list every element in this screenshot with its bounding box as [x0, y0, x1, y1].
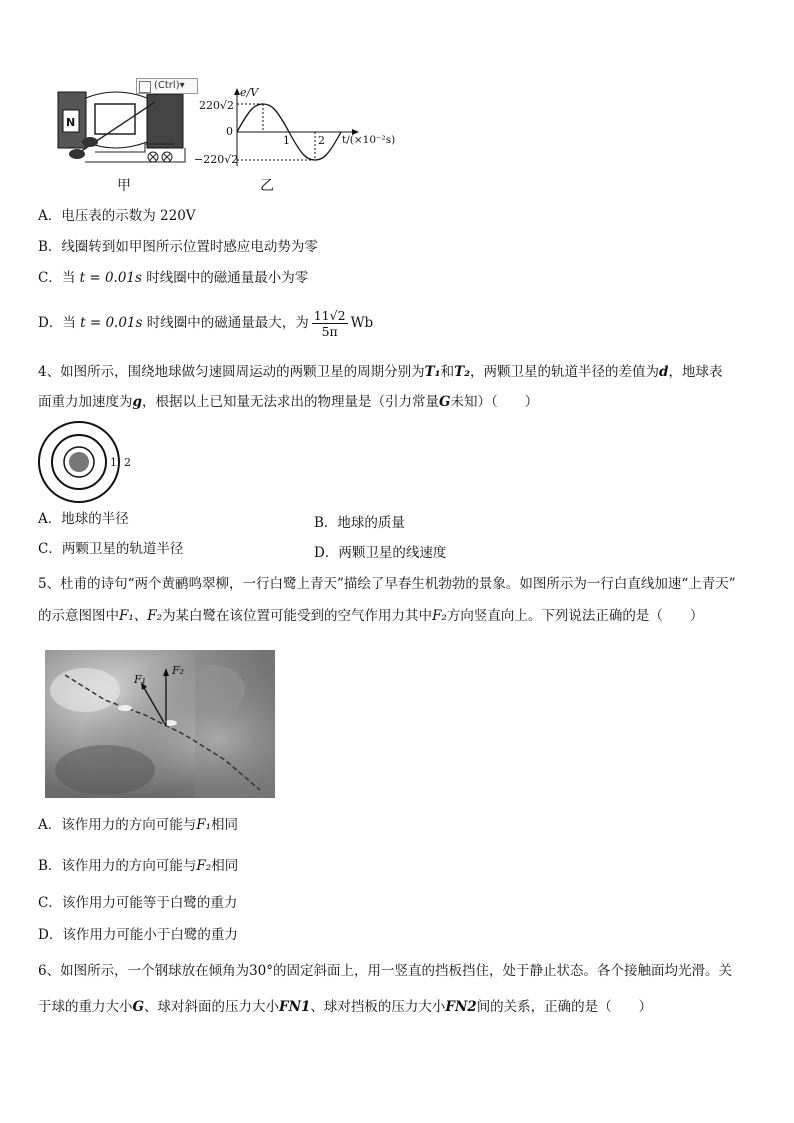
flux-fraction: $\frac{11√2}{5\pi}$	[313, 308, 346, 339]
egret-photo	[45, 650, 275, 798]
zero-label: 0	[226, 125, 233, 138]
q4-option-a: A．地球的半径	[38, 511, 129, 527]
q4-option-c: C．两颗卫星的轨道半径	[38, 541, 184, 557]
y-max-label: 220√2	[199, 99, 235, 112]
q3-option-d: D．当 t = 0.01s 时线圈中的磁通量最大，为 $\frac{11√2}{5\pi}$ Wb	[38, 308, 374, 339]
q3-option-a: A．电压表的示数为 220V	[38, 208, 196, 224]
q5-option-d: D．该作用力可能小于白鹭的重力	[38, 927, 238, 943]
figure-yi-caption: 乙	[260, 178, 274, 194]
q3-option-c: C．当 t = 0.01s 时线圈中的磁通量最小为零	[38, 270, 309, 286]
figure-jia-caption: 甲	[117, 178, 131, 194]
q6-stem-line1: 6、如图所示，一个钢球放在倾角为30°的固定斜面上，用一竖直的挡板挡住，处于静止状态。各个接触面均光滑。关	[38, 963, 733, 979]
q4-stem-line2: 面重力加速度为g，根据以上已知量无法求出的物理量是（引力常量G未知）（ ）	[38, 394, 539, 410]
q6-stem-line2: 于球的重力大小G、球对斜面的压力大小FN1、球对挡板的压力大小FN2间的关系，正确的是（ ）	[38, 999, 653, 1015]
q4-stem-line1: 4、如图所示，围绕地球做匀速圆周运动的两颗卫星的周期分别为T₁和T₂，两颗卫星的轨道半径的差值为d，地球表	[38, 364, 723, 380]
q5-option-b: B．该作用力的方向可能与F₂相同	[38, 858, 239, 874]
photo-label-F2: F₂	[172, 664, 185, 677]
q5-option-c: C．该作用力可能等于白鹭的重力	[38, 895, 238, 911]
orbit-label-2: 2	[124, 456, 131, 469]
q5-stem-line2: 的示意图图中F₁、F₂为某白鹭在该位置可能受到的空气作用力其中F₂方向竖直向上。下列说法正确的是（ ）	[38, 608, 704, 624]
q4-option-d: D．两颗卫星的线速度	[314, 545, 447, 561]
x-tick-2: 2	[318, 134, 325, 147]
y-min-label: −220√2	[194, 153, 239, 166]
q5-stem-line1: 5、杜甫的诗句“两个黄鹂鸣翠柳，一行白鹭上青天”描绘了早春生机勃勃的景象。如图所示为一行白直线加速“上青天”	[38, 576, 736, 592]
y-axis-label: e/V	[240, 86, 259, 99]
generator-figure	[55, 82, 205, 174]
x-axis-label: t/(×10⁻²s)	[342, 134, 396, 146]
photo-label-F1: F₁	[134, 673, 147, 686]
q3-option-b: B．线圈转到如甲图所示位置时感应电动势为零	[38, 239, 318, 255]
x-tick-1: 1	[283, 134, 290, 147]
orbit-label-1: 1	[110, 456, 117, 469]
q4-option-b: B．地球的质量	[314, 515, 405, 531]
q5-option-a: A．该作用力的方向可能与F₁相同	[38, 817, 239, 833]
clipboard-icon	[139, 81, 151, 93]
svg-text:N: N	[66, 116, 76, 129]
paste-options-button[interactable]: (Ctrl)▾	[136, 78, 198, 94]
